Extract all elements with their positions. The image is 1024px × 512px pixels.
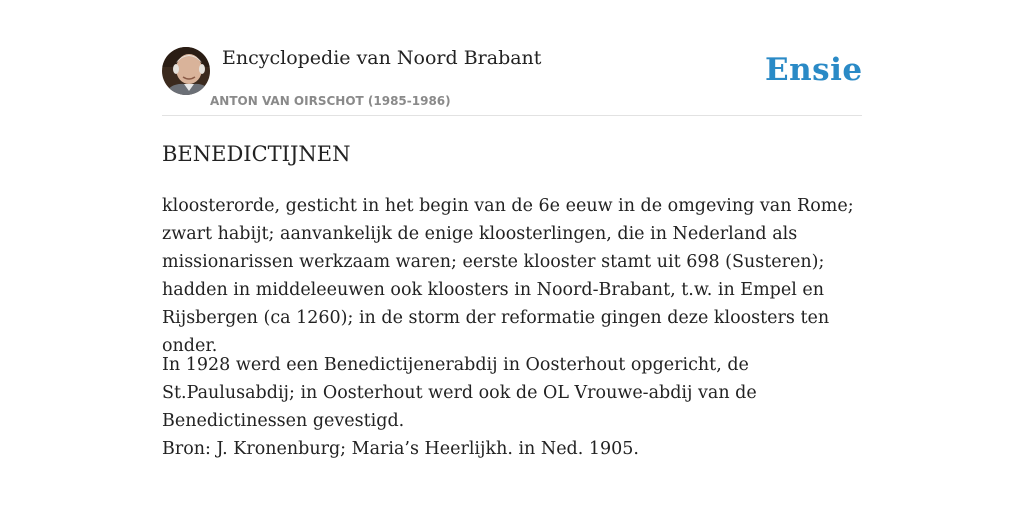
ensie-logo[interactable]: Ensie (765, 52, 863, 88)
author-portrait-icon (162, 47, 210, 95)
author-name[interactable]: ANTON VAN OIRSCHOT (1985-1986) (210, 94, 451, 108)
author-avatar (162, 47, 210, 95)
entry-source: Bron: J. Kronenburg; Maria’s Heerlijkh. in Ned. 1905. (162, 439, 639, 459)
header-divider (162, 115, 862, 116)
site-title[interactable]: Encyclopedie van Noord Brabant (222, 47, 542, 69)
entry-title: BENEDICTIJNEN (162, 142, 351, 166)
entry-paragraph: In 1928 werd een Benedictijenerabdij in Oosterhout opgericht, de St.Paulusabdij; in Oosterhout werd ook de OL Vrouwe-abdij van de Benedictinessen gevestigd. (162, 355, 757, 431)
entry-paragraph: kloosterorde, gesticht in het begin van de 6e eeuw in de omgeving van Rome; zwart habijt; aanvankelijk de enige kloosterlingen, die in Nederland als missionarissen werkzaam waren; eerste klooster stamt uit 698 (Susteren); hadden in middeleeuwen ook kloosters in Noord-Brabant, t.w. in Empel en Rijsbergen (ca 1260); in de storm der reformatie gingen deze kloosters ten onder. (162, 196, 854, 356)
